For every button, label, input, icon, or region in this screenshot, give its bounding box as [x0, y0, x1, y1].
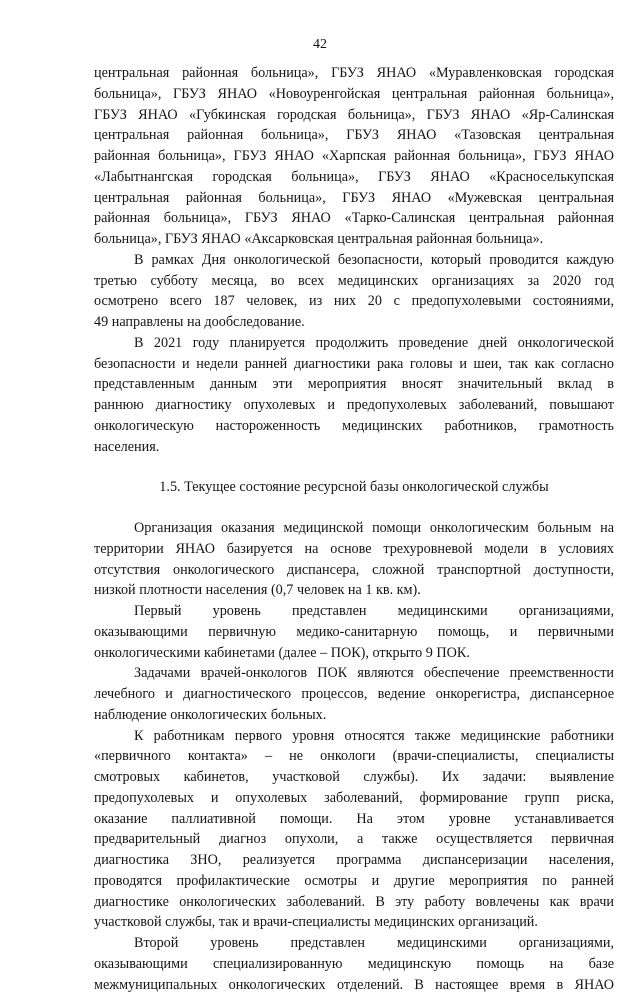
- text-line: диагностика ЗНО, реализуется программа диспансеризации населения,: [94, 850, 614, 871]
- text-line: В 2021 году планируется продолжить проведение дней онкологической: [94, 333, 614, 354]
- text-line: центральная районная больница», ГБУЗ ЯНАО «Мужевская центральная: [94, 188, 614, 209]
- text-line: ГБУЗ ЯНАО «Губкинская городская больница», ГБУЗ ЯНАО «Яр-Салинская: [94, 105, 614, 126]
- paragraph-second-level: [94, 933, 614, 995]
- paragraph-2021-plans: [94, 333, 614, 458]
- text-line: центральная районная больница», ГБУЗ ЯНАО «Тазовская центральная: [94, 125, 614, 146]
- paragraph-first-level: [94, 601, 614, 663]
- text-line: больница», ГБУЗ ЯНАО «Аксарковская центральная районная больница».: [94, 229, 614, 250]
- paragraph-oncology-day: [94, 250, 614, 333]
- text-line: К работникам первого уровня относятся также медицинские работники: [94, 726, 614, 747]
- text-line: диагностике онкологических заболеваний. В эту работу вовлечены как врачи: [94, 892, 614, 913]
- text-line: низкой плотности населения (0,7 человек на 1 кв. км).: [94, 580, 614, 601]
- text-line: раннюю диагностику опухолевых и предопухолевых заболеваний, повышают: [94, 395, 614, 416]
- paragraph-hospitals-list: [94, 63, 614, 250]
- text-line: 49 направлены на дообследование.: [94, 312, 614, 333]
- spacer: [94, 498, 614, 518]
- text-line: «Лабытнангская городская больница», ГБУЗ ЯНАО «Красноселькупская: [94, 167, 614, 188]
- text-line: центральная районная больница», ГБУЗ ЯНАО «Муравленковская городская: [94, 63, 614, 84]
- page-number: 42: [0, 36, 640, 54]
- text-line: участковой службы, так и врачи-специалисты медицинских организаций.: [94, 912, 614, 933]
- paragraph-three-level-model: [94, 518, 614, 601]
- text-line: «первичного контакта» – не онкологи (врачи-специалисты, специалисты: [94, 746, 614, 767]
- paragraph-pok-tasks: [94, 663, 614, 725]
- text-line: онкологическими кабинетами (далее – ПОК), открыто 9 ПОК.: [94, 643, 614, 664]
- text-line: проводятся профилактические осмотры и другие мероприятия по ранней: [94, 871, 614, 892]
- text-line: предопухолевых и опухолевых заболеваний, формирование групп риска,: [94, 788, 614, 809]
- text-line: районная больница», ГБУЗ ЯНАО «Харпская районная больница», ГБУЗ ЯНАО: [94, 146, 614, 167]
- text-line: представленным данным эти мероприятия вносят значительный вклад в: [94, 374, 614, 395]
- text-line: безопасности и недели ранней диагностики рака головы и шеи, так как согласно: [94, 354, 614, 375]
- text-line: онкологическую настороженность медицинских работников, грамотность: [94, 416, 614, 437]
- paragraph-first-contact-workers: [94, 726, 614, 934]
- text-line: межмуниципальных онкологических отделений. В настоящее время в ЯНАО: [94, 975, 614, 995]
- section-heading: 1.5. Текущее состояние ресурсной базы онкологической службы: [94, 477, 614, 498]
- text-line: населения.: [94, 437, 614, 458]
- text-line: осмотрено всего 187 человек, из них 20 с предопухолевыми состояниями,: [94, 291, 614, 312]
- spacer: [94, 457, 614, 477]
- text-line: оказывающими специализированную медицинскую помощь на базе: [94, 954, 614, 975]
- text-line: Организация оказания медицинской помощи онкологическим больным на: [94, 518, 614, 539]
- text-line: предварительный диагноз опухоли, а также осуществляется первичная: [94, 829, 614, 850]
- text-line: третью субботу месяца, во всех медицинских организациях за 2020 год: [94, 271, 614, 292]
- text-line: районная больница», ГБУЗ ЯНАО «Тарко-Салинская центральная районная: [94, 208, 614, 229]
- text-line: смотровых кабинетов, участковой службы). Их задачи: выявление: [94, 767, 614, 788]
- text-line: Первый уровень представлен медицинскими организациями,: [94, 601, 614, 622]
- text-line: В рамках Дня онкологической безопасности, который проводится каждую: [94, 250, 614, 271]
- text-line: наблюдение онкологических больных.: [94, 705, 614, 726]
- text-line: отсутствия онкологического диспансера, сложной транспортной доступности,: [94, 560, 614, 581]
- text-line: Второй уровень представлен медицинскими организациями,: [94, 933, 614, 954]
- document-body: [94, 63, 614, 995]
- text-line: лечебного и диагностического процессов, ведение онкорегистра, диспансерное: [94, 684, 614, 705]
- text-line: оказывающими первичную медико-санитарную помощь, и первичными: [94, 622, 614, 643]
- text-line: территории ЯНАО базируется на основе трехуровневой модели в условиях: [94, 539, 614, 560]
- text-line: оказание паллиативной помощи. На этом уровне устанавливается: [94, 809, 614, 830]
- text-line: Задачами врачей-онкологов ПОК являются обеспечение преемственности: [94, 663, 614, 684]
- text-line: больница», ГБУЗ ЯНАО «Новоуренгойская центральная районная больница»,: [94, 84, 614, 105]
